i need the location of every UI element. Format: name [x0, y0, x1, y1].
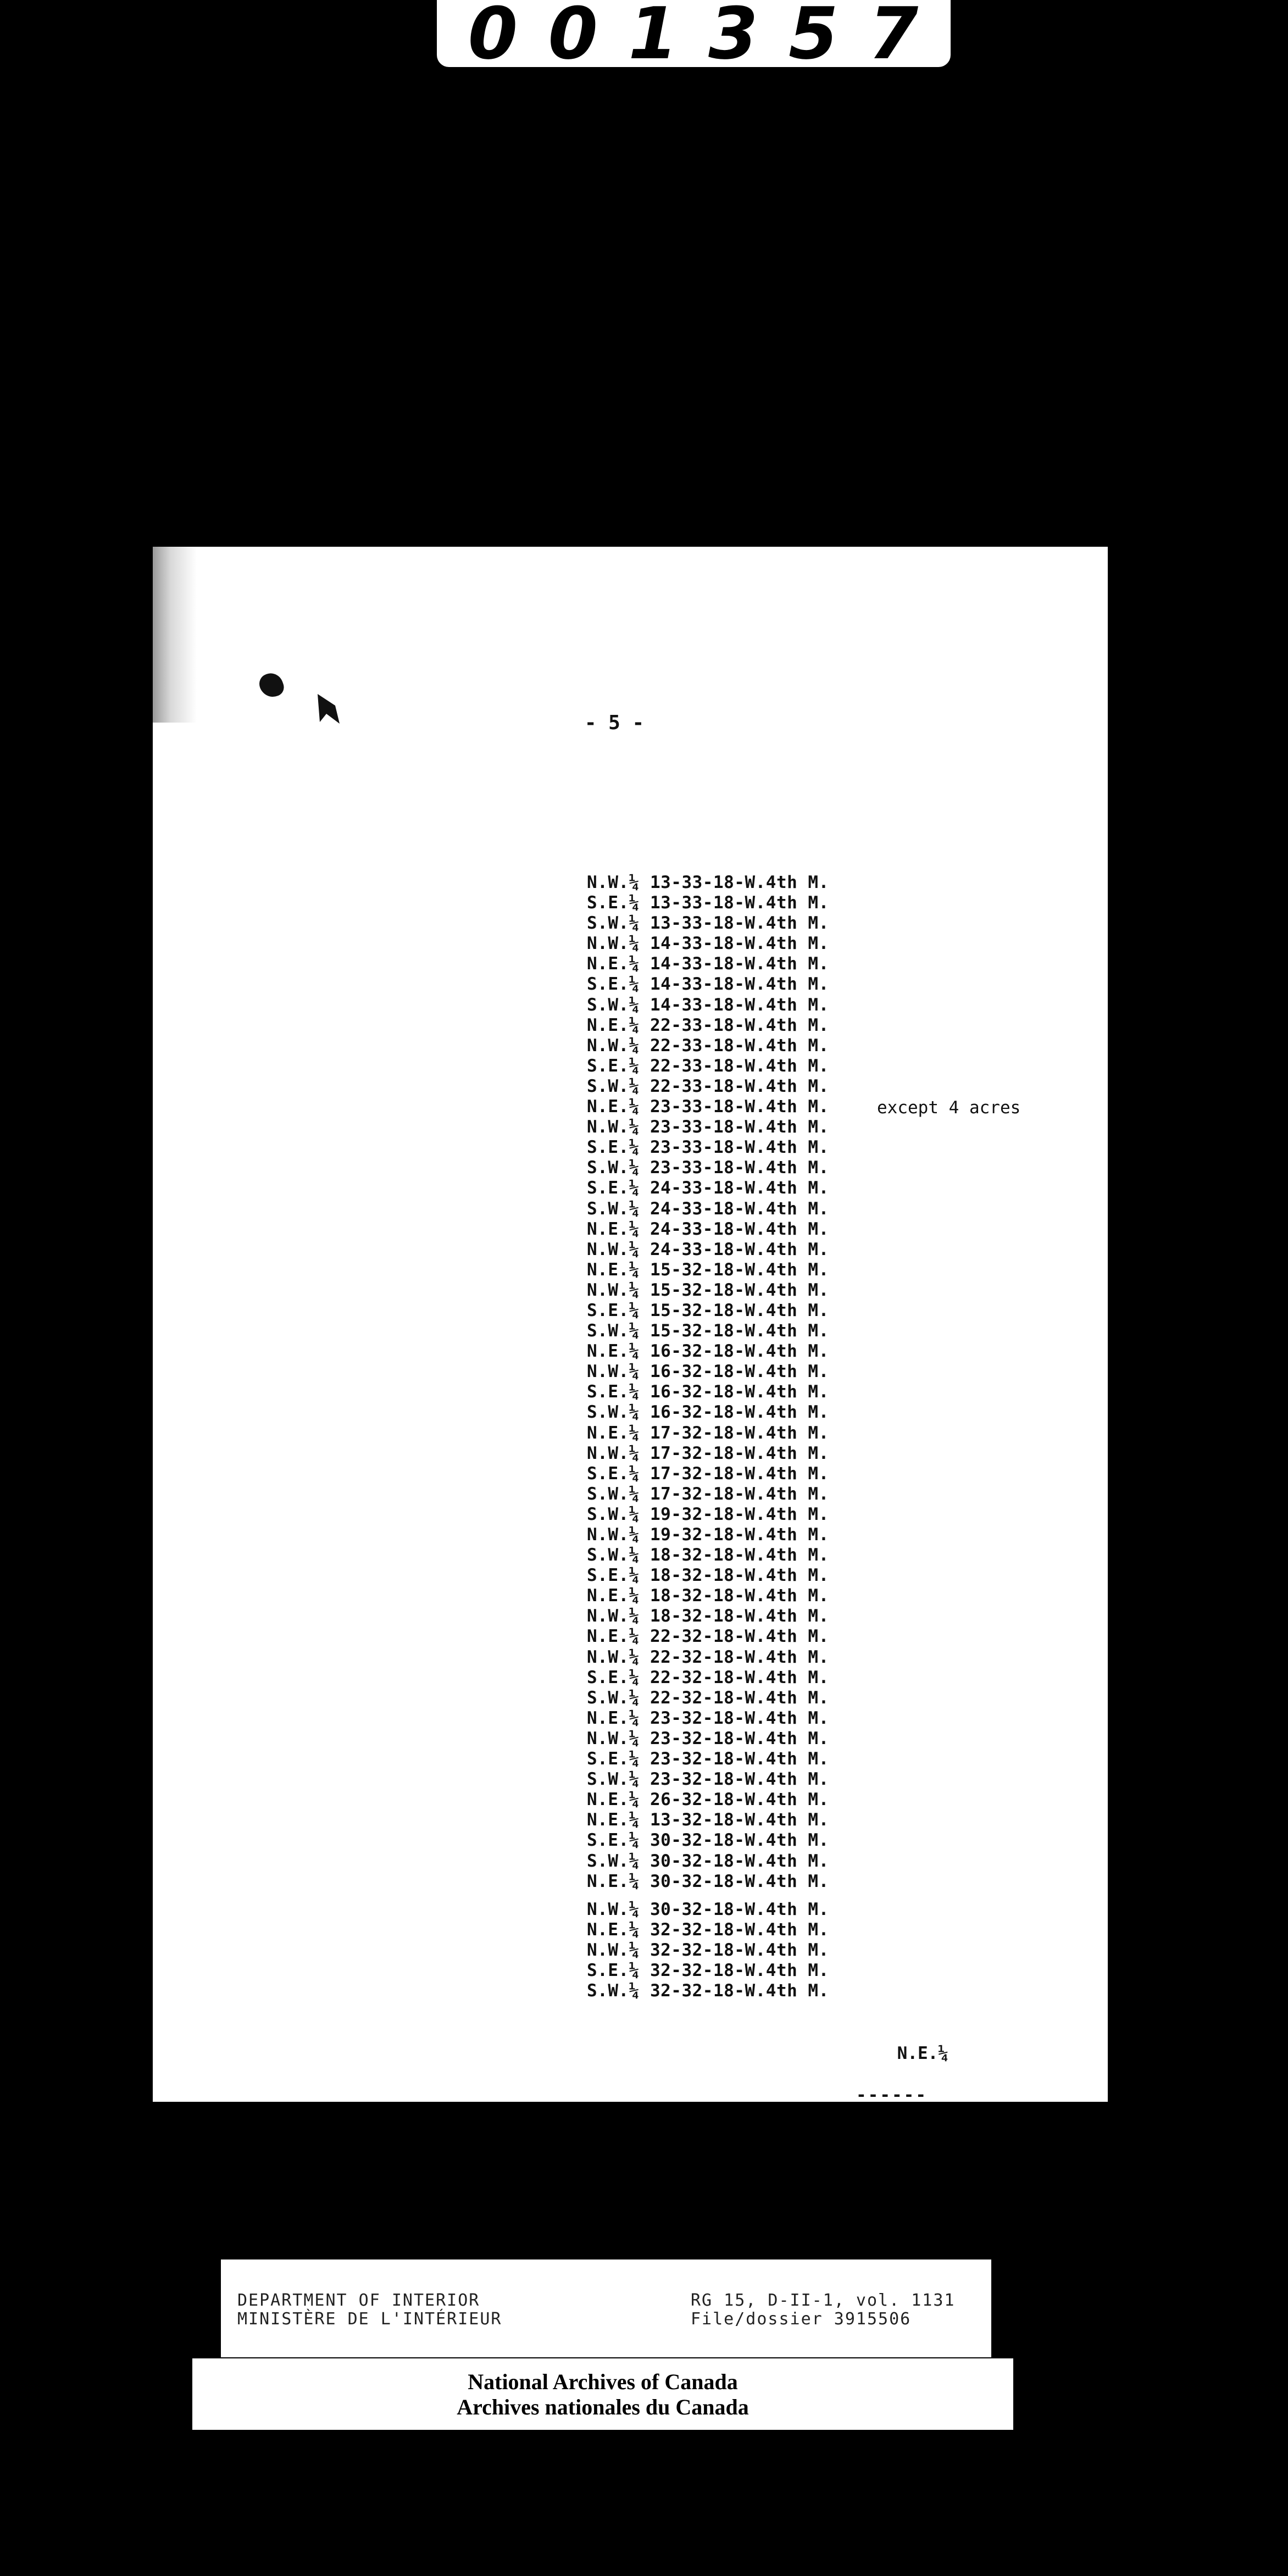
- land-description-row: N.E.¼ 14-33-18-W.4th M.: [587, 954, 829, 974]
- land-description-row: N.W.¼ 32-32-18-W.4th M.: [587, 1940, 829, 1960]
- land-description-row: S.W.¼ 19-32-18-W.4th M.: [587, 1504, 829, 1524]
- page-corner-shadow: [153, 547, 197, 723]
- land-description-row: S.E.¼ 13-33-18-W.4th M.: [587, 893, 829, 913]
- land-description-row: S.W.¼ 13-33-18-W.4th M.: [587, 913, 829, 934]
- land-description-row: S.W.¼ 30-32-18-W.4th M.: [587, 1851, 829, 1871]
- document-page: [153, 547, 1108, 2102]
- land-description-row: N.W.¼ 23-32-18-W.4th M.: [587, 1728, 829, 1748]
- land-description-row: N.E.¼ 30-32-18-W.4th M.: [587, 1871, 829, 1891]
- land-description-row: S.W.¼ 22-32-18-W.4th M.: [587, 1687, 829, 1708]
- land-description-row: S.E.¼ 32-32-18-W.4th M.: [587, 1960, 829, 1980]
- frame-counter: [437, 0, 951, 75]
- department-name-en: DEPARTMENT OF INTERIOR: [237, 2291, 480, 2310]
- continuation-reference-text: N.E.¼: [897, 2044, 948, 2063]
- land-description-row: N.E.¼ 32-32-18-W.4th M.: [587, 1919, 829, 1940]
- land-description-row: N.E.¼ 24-33-18-W.4th M.: [587, 1219, 829, 1239]
- land-description-row: N.E.¼ 22-33-18-W.4th M.: [587, 1015, 829, 1035]
- land-description-row: S.E.¼ 30-32-18-W.4th M.: [587, 1830, 829, 1851]
- continuation-reference-rule: ------: [856, 2085, 928, 2102]
- land-description-row: N.W.¼ 23-33-18-W.4th M.: [587, 1117, 829, 1137]
- ink-blot: [318, 691, 340, 724]
- land-description-row: S.W.¼ 17-32-18-W.4th M.: [587, 1484, 829, 1504]
- land-description-row: N.E.¼ 23-33-18-W.4th M.: [587, 1097, 829, 1117]
- ink-blot: [257, 670, 287, 701]
- land-description-row: S.E.¼ 23-33-18-W.4th M.: [587, 1137, 829, 1158]
- land-description-row: S.W.¼ 23-33-18-W.4th M.: [587, 1158, 829, 1178]
- land-description-row: S.W.¼ 14-33-18-W.4th M.: [587, 995, 829, 1015]
- land-description-row: S.E.¼ 15-32-18-W.4th M.: [587, 1300, 829, 1320]
- frame-counter-digit: 5: [788, 0, 840, 75]
- land-description-row: N.W.¼ 22-32-18-W.4th M.: [587, 1647, 829, 1667]
- land-description-row: S.W.¼ 32-32-18-W.4th M.: [587, 1981, 829, 2001]
- land-description-row: S.E.¼ 17-32-18-W.4th M.: [587, 1463, 829, 1484]
- record-group-volume: RG 15, D-II-1, vol. 1131: [691, 2291, 956, 2310]
- land-description-row: S.W.¼ 18-32-18-W.4th M.: [587, 1545, 829, 1565]
- land-description-list: [587, 873, 829, 2001]
- land-description-row: N.W.¼ 16-32-18-W.4th M.: [587, 1362, 829, 1382]
- record-group-label: [691, 2291, 955, 2329]
- frame-counter-digit: 7: [868, 0, 920, 75]
- land-description-row: N.W.¼ 17-32-18-W.4th M.: [587, 1443, 829, 1463]
- land-description-row: N.E.¼ 17-32-18-W.4th M.: [587, 1423, 829, 1443]
- land-description-row: N.W.¼ 30-32-18-W.4th M.: [587, 1899, 829, 1919]
- department-name-fr: MINISTÈRE DE L'INTÉRIEUR: [237, 2309, 502, 2329]
- archive-reference-label: [221, 2259, 991, 2357]
- land-description-row: N.W.¼ 13-33-18-W.4th M.: [587, 873, 829, 892]
- archives-banner: [192, 2358, 1013, 2430]
- continuation-reference: [856, 2022, 948, 2102]
- land-description-row: N.E.¼ 23-32-18-W.4th M.: [587, 1708, 829, 1728]
- land-description-row: S.E.¼ 14-33-18-W.4th M.: [587, 974, 829, 995]
- land-description-row: S.E.¼ 24-33-18-W.4th M.: [587, 1178, 829, 1198]
- land-description-row: N.E.¼ 22-32-18-W.4th M.: [587, 1626, 829, 1647]
- land-description-row: S.E.¼ 23-32-18-W.4th M.: [587, 1749, 829, 1769]
- margin-note: except 4 acres: [877, 1098, 1021, 1118]
- land-description-row: S.E.¼ 22-32-18-W.4th M.: [587, 1667, 829, 1687]
- land-description-row: N.W.¼ 18-32-18-W.4th M.: [587, 1606, 829, 1626]
- land-description-row: N.E.¼ 13-32-18-W.4th M.: [587, 1810, 829, 1830]
- land-description-row: S.W.¼ 24-33-18-W.4th M.: [587, 1198, 829, 1219]
- land-description-row: N.W.¼ 15-32-18-W.4th M.: [587, 1280, 829, 1300]
- frame-counter-digit: 0: [468, 0, 519, 75]
- land-description-row: S.W.¼ 16-32-18-W.4th M.: [587, 1402, 829, 1423]
- archives-name-en: National Archives of Canada: [468, 2369, 738, 2394]
- land-description-row: N.E.¼ 16-32-18-W.4th M.: [587, 1341, 829, 1362]
- frame-counter-digit: 0: [548, 0, 599, 75]
- archives-name-fr: Archives nationales du Canada: [457, 2395, 749, 2419]
- file-dossier-number: File/dossier 3915506: [691, 2309, 912, 2329]
- land-description-row: N.E.¼ 15-32-18-W.4th M.: [587, 1259, 829, 1280]
- land-description-row: N.W.¼ 24-33-18-W.4th M.: [587, 1239, 829, 1259]
- land-description-row: N.E.¼ 26-32-18-W.4th M.: [587, 1790, 829, 1810]
- page-number: - 5 -: [584, 712, 645, 734]
- land-description-row: S.E.¼ 18-32-18-W.4th M.: [587, 1565, 829, 1586]
- land-description-row: S.E.¼ 16-32-18-W.4th M.: [587, 1382, 829, 1402]
- land-description-row: N.W.¼ 22-33-18-W.4th M.: [587, 1035, 829, 1056]
- land-description-row: S.W.¼ 22-33-18-W.4th M.: [587, 1076, 829, 1096]
- frame-counter-digit: 1: [628, 0, 679, 75]
- land-description-row: S.E.¼ 22-33-18-W.4th M.: [587, 1056, 829, 1076]
- land-description-row: S.W.¼ 15-32-18-W.4th M.: [587, 1321, 829, 1341]
- department-label: [237, 2291, 502, 2329]
- frame-counter-digit: 3: [708, 0, 759, 75]
- land-description-row: N.W.¼ 19-32-18-W.4th M.: [587, 1525, 829, 1545]
- land-description-row: N.W.¼ 14-33-18-W.4th M.: [587, 934, 829, 954]
- land-description-row: N.E.¼ 18-32-18-W.4th M.: [587, 1586, 829, 1606]
- land-description-row: S.W.¼ 23-32-18-W.4th M.: [587, 1769, 829, 1790]
